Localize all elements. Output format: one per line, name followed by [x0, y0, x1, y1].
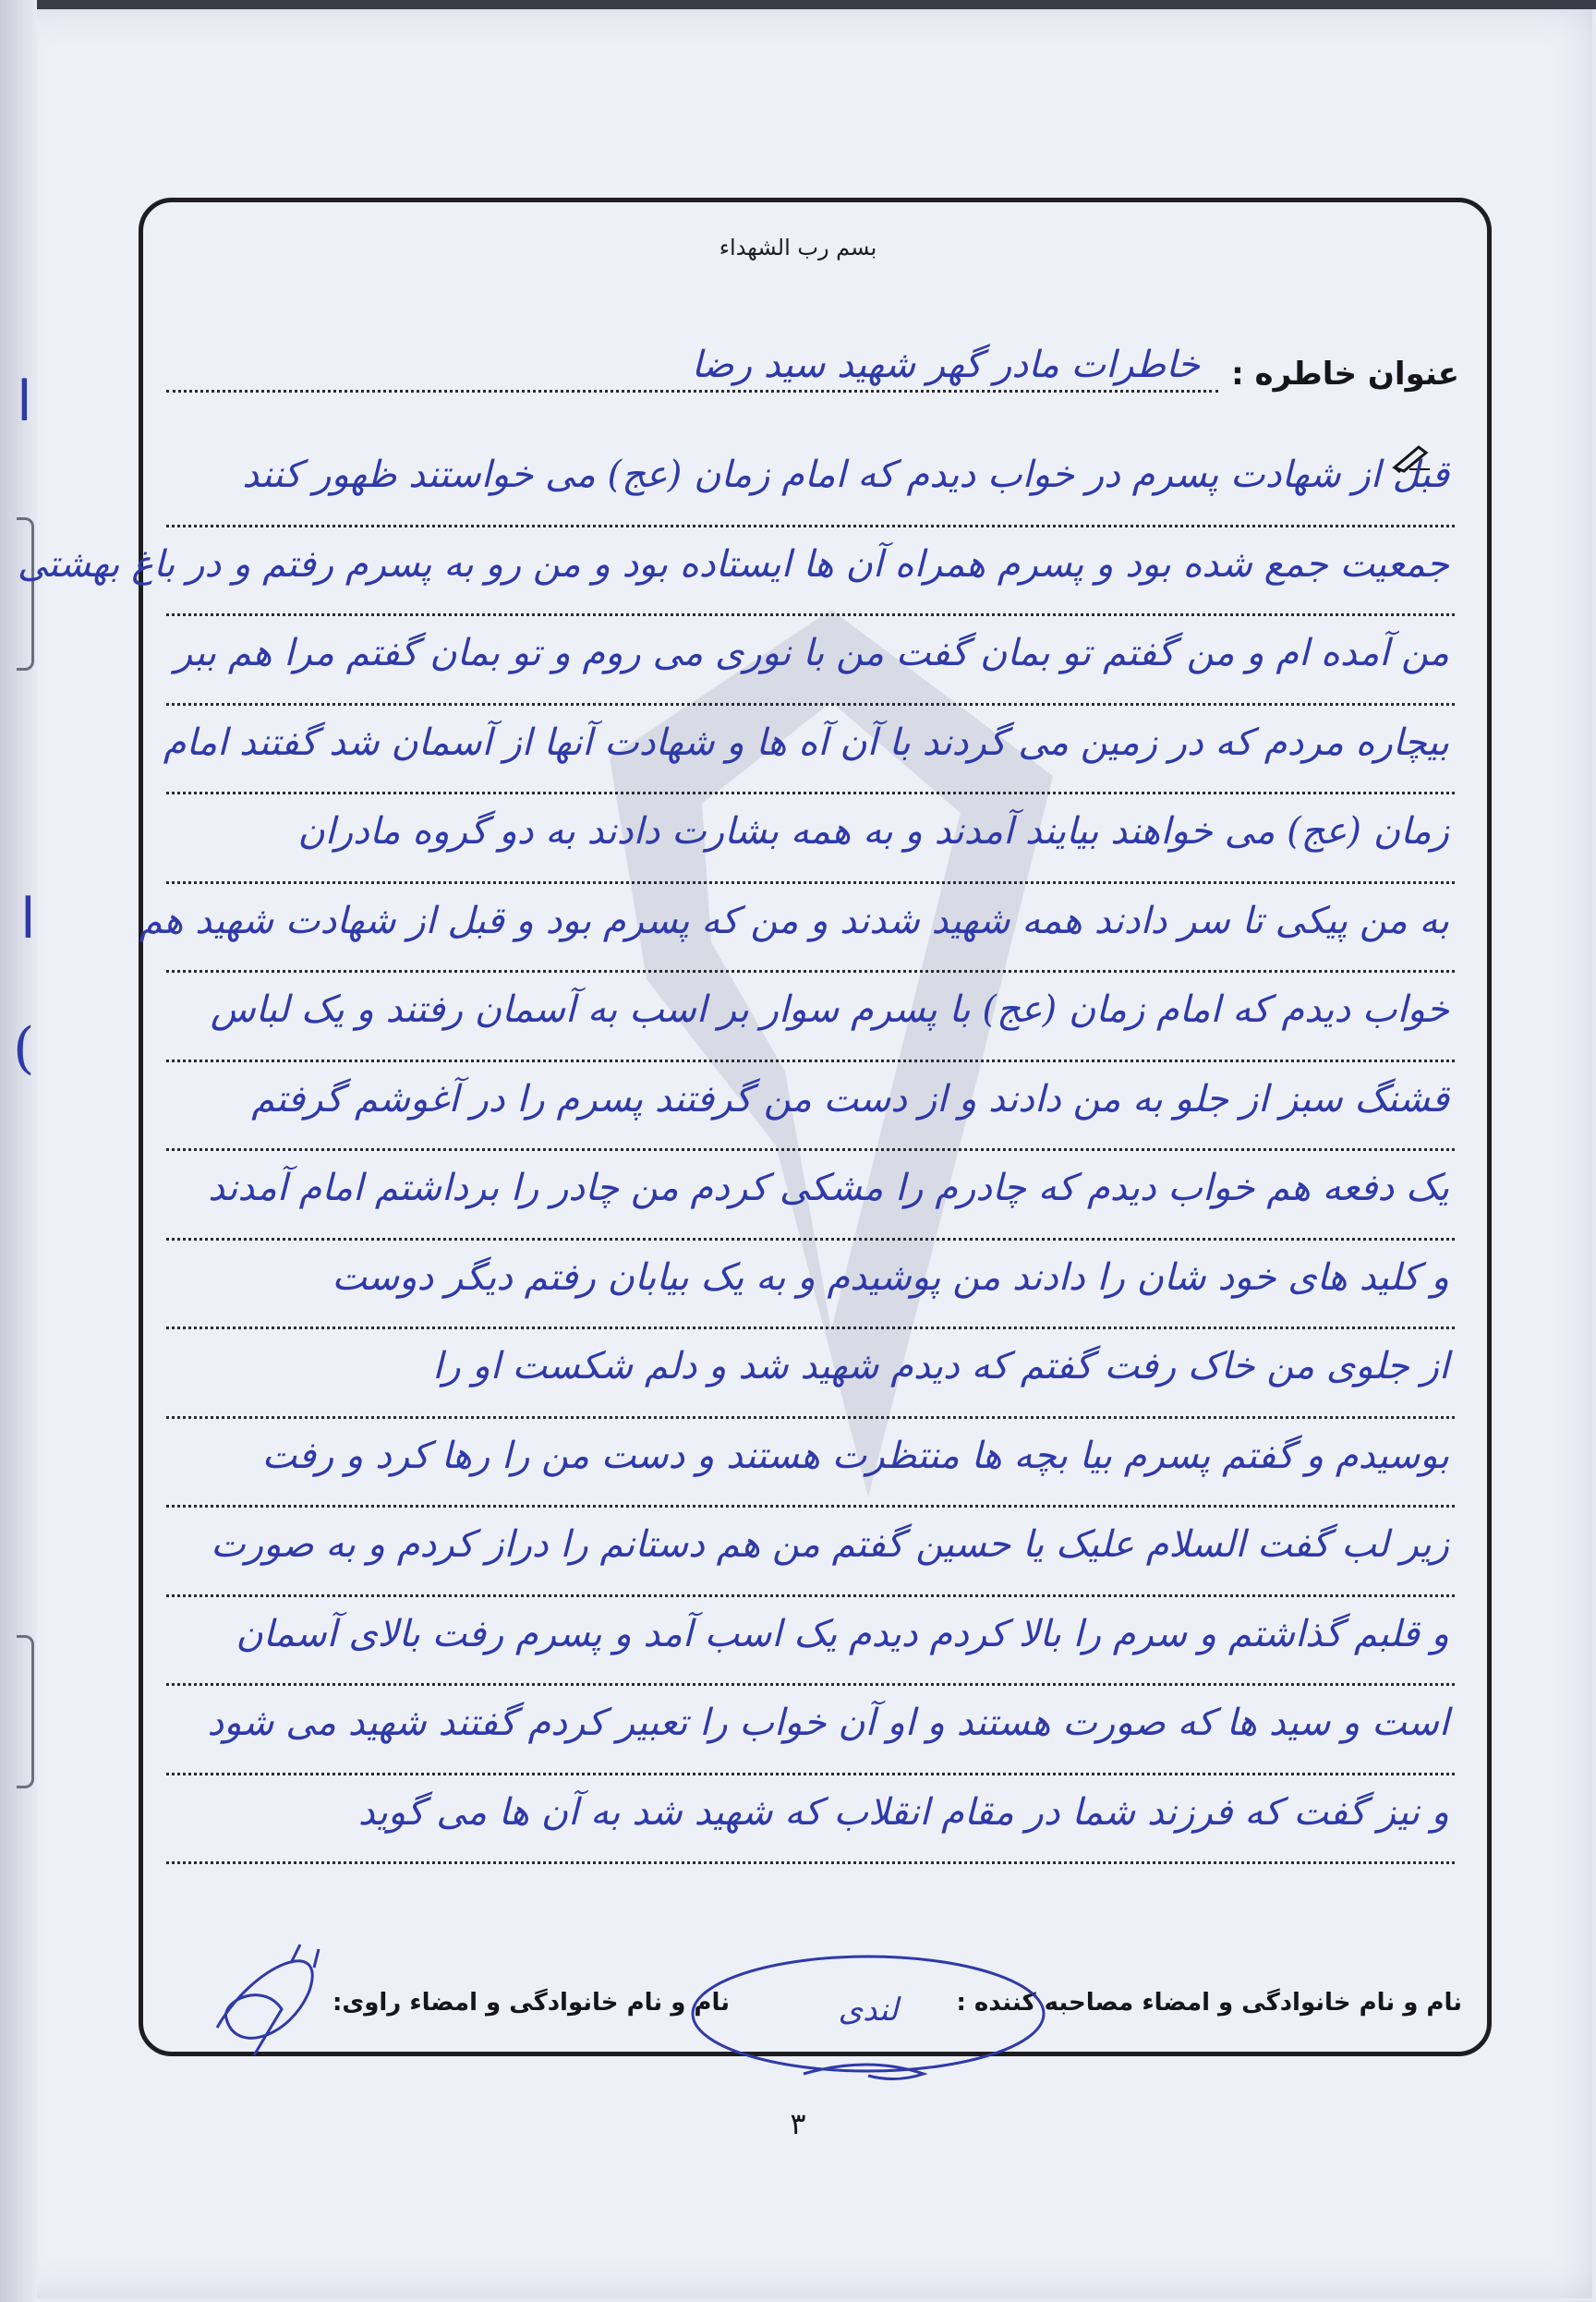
staple [17, 1635, 34, 1788]
page-number: ۳ [790, 2106, 806, 2141]
binding-spine [0, 0, 37, 2302]
handwritten-line: از جلوی من خاک رفت گفتم که دیدم شهید شد و دلم شکست او را [166, 1329, 1455, 1419]
handwritten-line: و نیز گفت که فرزند شما در مقام انقلاب که شهید شد به آن ها می گوید [166, 1775, 1455, 1865]
handwritten-line: است و سید ها که صورت هستند و او آن خواب را تعبیر کردم گفتند شهید می شود [166, 1686, 1455, 1775]
handwritten-line: به من پیکی تا سر دادند همه شهید شدند و من که پسرم بود و قبل از شهادت شهید هم [166, 884, 1455, 974]
interviewer-signature-text: لندی [838, 1992, 899, 2029]
handwritten-line: خواب دیدم که امام زمان (عج) با پسرم سوار بر اسب به آسمان رفتند و یک لباس [166, 973, 1455, 1062]
handwritten-line: قبل از شهادت پسرم در خواب دیدم که امام زمان (عج) می خواستند ظهور کنند [166, 438, 1455, 527]
page-header-title: بسم رب الشهداء [719, 235, 877, 260]
handwritten-line: زمان (عج) می خواهند بیایند آمدند و به همه بشارت دادند به دو گروه مادران [166, 794, 1455, 884]
handwritten-line: زیر لب گفت السلام علیک یا حسین گفتم من هم دستانم را دراز کردم و به صورت [166, 1508, 1455, 1597]
interviewer-signature [683, 1945, 1053, 2092]
narrator-signature [199, 1926, 346, 2065]
margin-ink-mark: ا [20, 887, 36, 951]
memoir-body [17, 438, 1455, 1864]
memoir-title-value: خاطرات مادر گهر شهید سید رضا [166, 342, 1218, 393]
handwritten-line: قشنگ سبز از جلو به من دادند و از دست من گرفتند پسرم را در آغوشم گرفتم [166, 1062, 1455, 1152]
handwritten-line: بیچاره مردم که در زمین می گردند با آن آه ها و شهادت آنها از آسمان شد گفتند امام [166, 706, 1455, 795]
handwritten-line: جمعیت جمع شده بود و پسرم همراه آن ها ایستاده بود و من رو به پسرم رفتم و در باغ بهشتی [166, 527, 1455, 617]
scan-top-edge [0, 0, 1596, 9]
handwritten-line: بوسیدم و گفتم پسرم بیا بچه ها منتظرت هستند و دست من را رها کرد و رفت [166, 1419, 1455, 1508]
narrator-label: نام و نام خانوادگی و امضاء راوی: [332, 1989, 730, 2017]
interviewer-label: نام و نام خانوادگی و امضاء مصاحبه کننده : [956, 1989, 1462, 2017]
handwritten-line: یک دفعه هم خواب دیدم که چادرم را مشکی کردم من چادر را برداشتم امام آمدند [166, 1151, 1455, 1241]
margin-ink-mark: ( [13, 1016, 35, 1081]
margin-ink-mark: ا [17, 370, 32, 434]
handwritten-line: و قلبم گذاشتم و سرم را بالا کردم دیدم یک اسب آمد و پسرم رفت بالای آسمان [166, 1597, 1455, 1687]
handwritten-line: و کلید های خود شان را دادند من پوشیدم و به یک بیابان رفتم دیگر دوست [166, 1241, 1455, 1330]
memoir-title-label: عنوان خاطره : [1231, 356, 1459, 393]
handwritten-line: من آمده ام و من گفتم تو بمان گفت من با نوری می روم و تو بمان گفتم مرا هم ببر [166, 616, 1455, 706]
memoir-title-row [166, 337, 1459, 393]
